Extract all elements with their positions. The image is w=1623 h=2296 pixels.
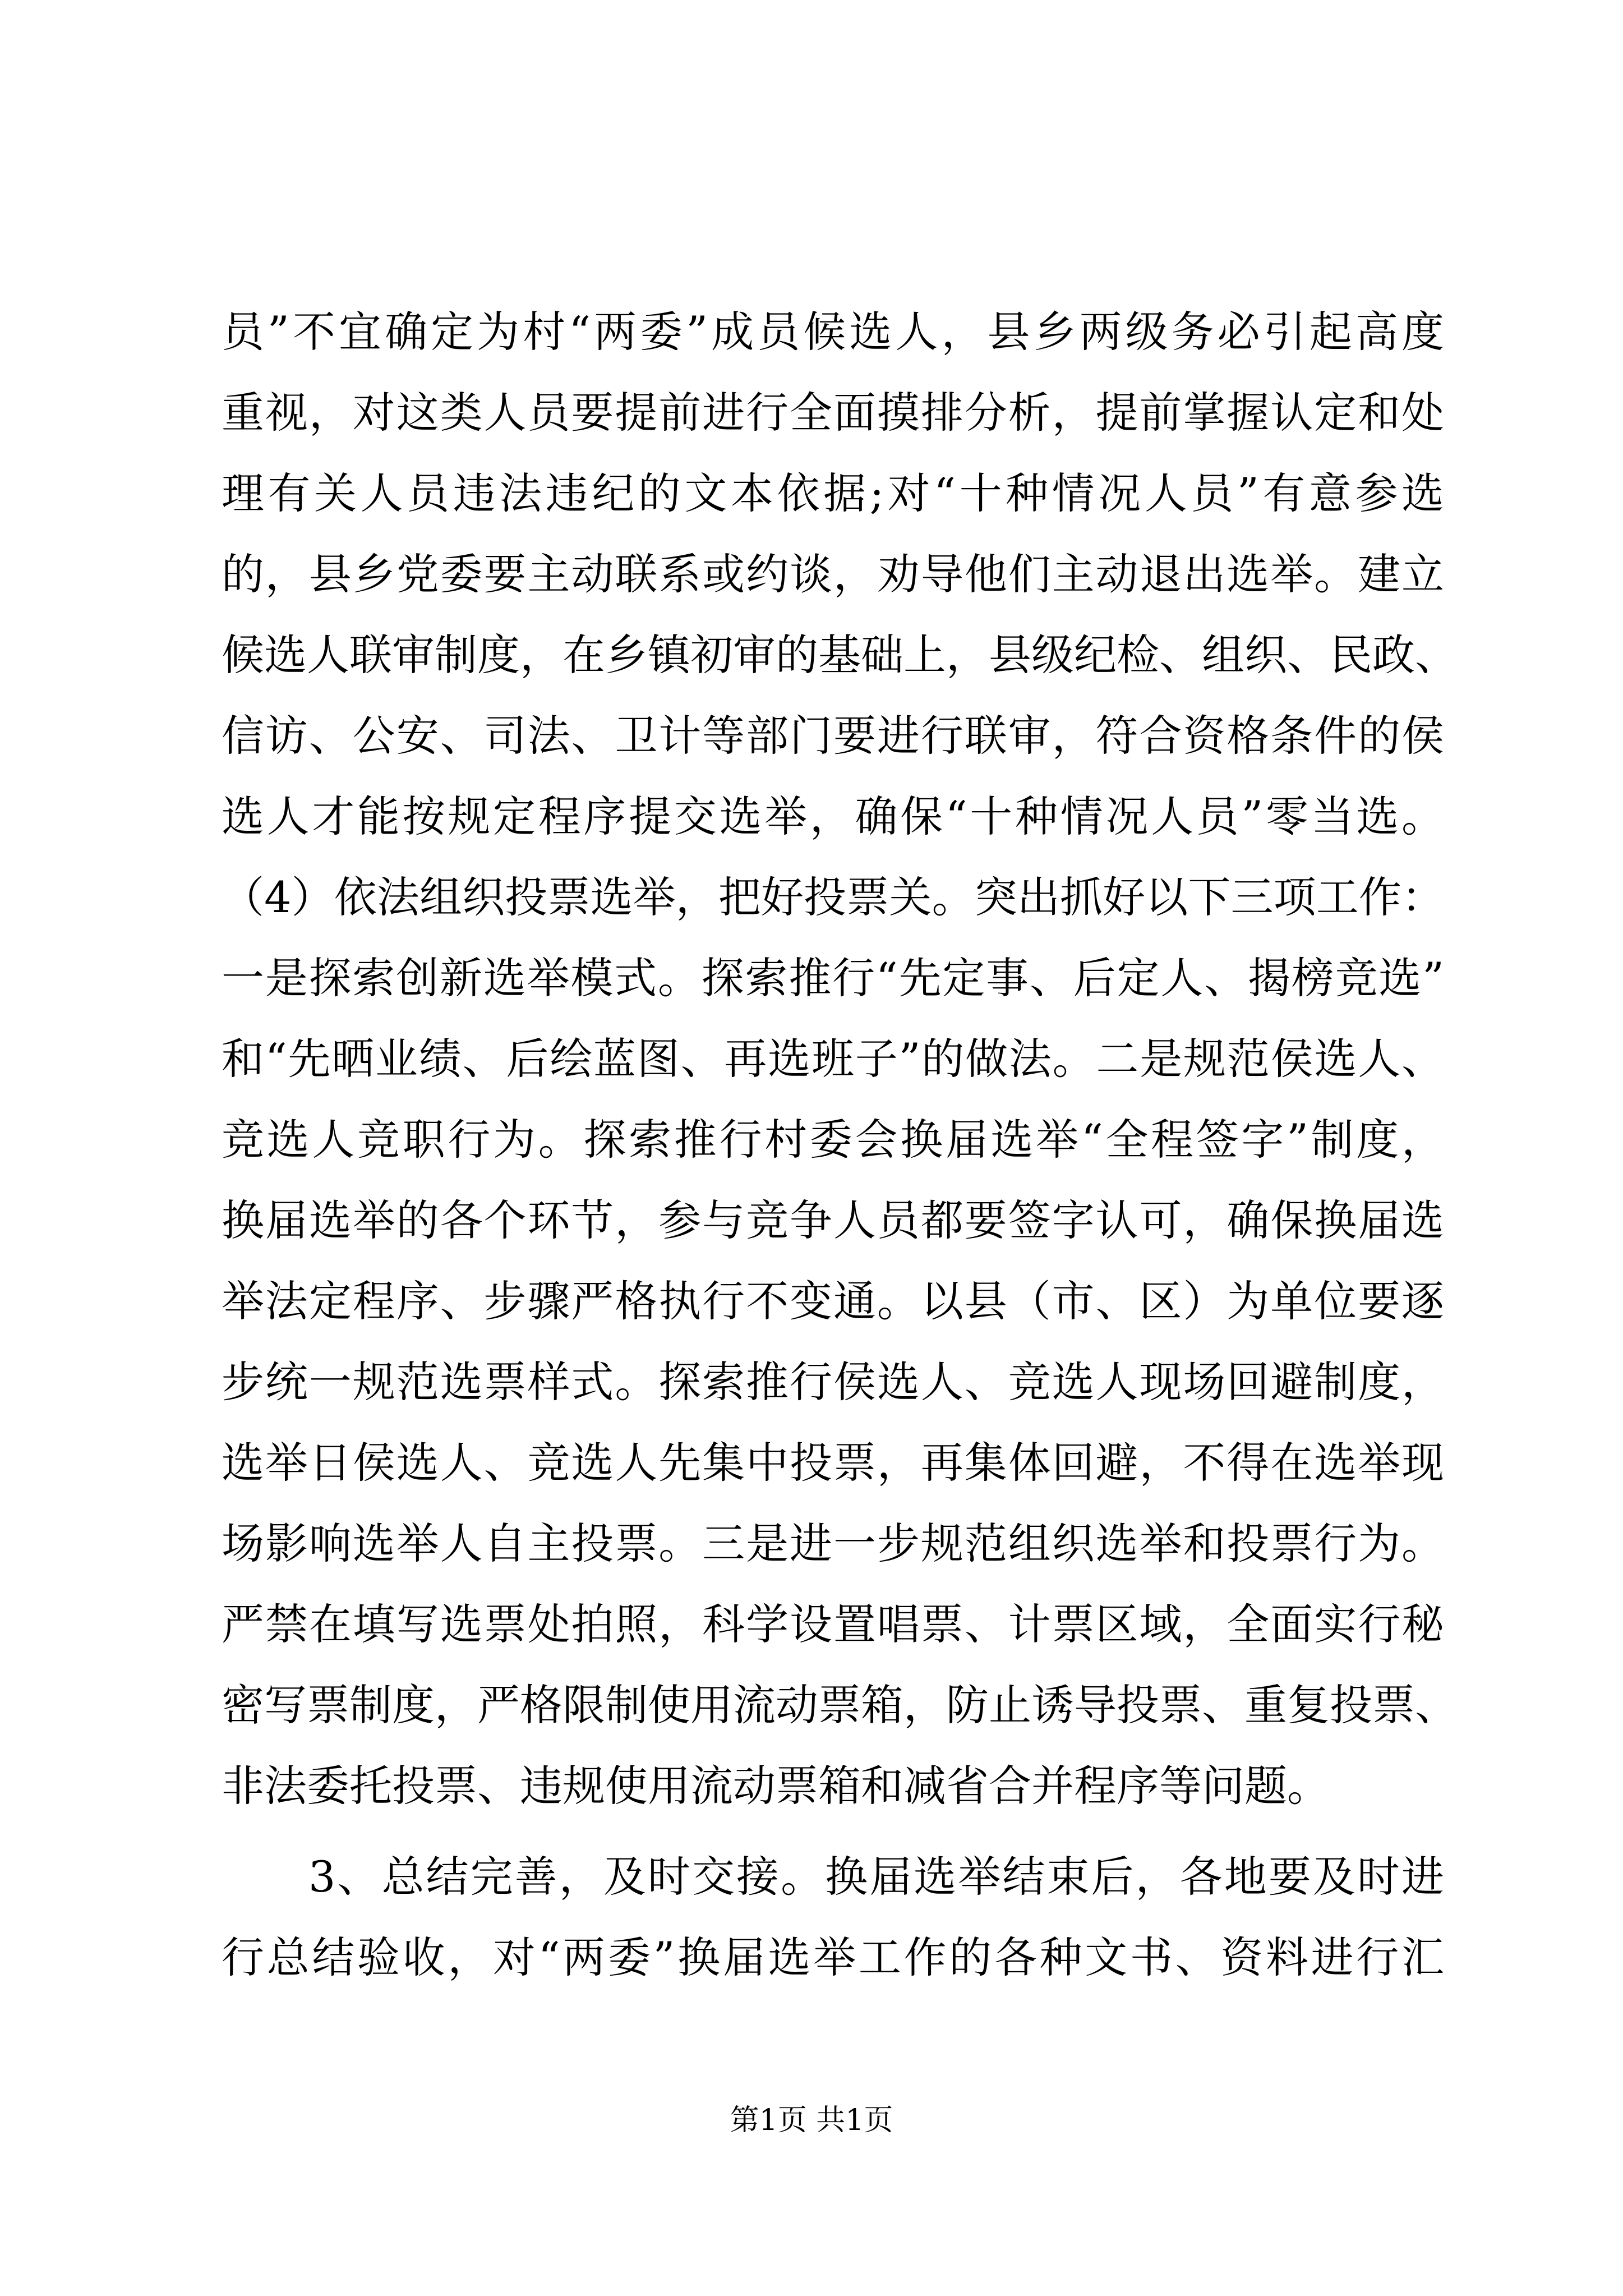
text-line: 竞选人竞职行为。探索推行村委会换届选举“全程签字”制度，: [222, 1115, 1444, 1165]
text-line: 选人才能按规定程序提交选举，确保“十种情况人员”零当选。: [222, 792, 1444, 841]
text-line: 的，县乡党委要主动联系或约谈，劝导他们主动退出选举。建立: [222, 549, 1444, 599]
text-line: 场影响选举人自主投票。三是进一步规范组织选举和投票行为。: [222, 1519, 1444, 1568]
text-line: 步统一规范选票样式。探索推行侯选人、竞选人现场回避制度，: [222, 1357, 1444, 1407]
text-line: 选举日侯选人、竞选人先集中投票，再集体回避，不得在选举现: [222, 1438, 1444, 1488]
text-line: 换届选举的各个环节，参与竞争人员都要签字认可，确保换届选: [222, 1195, 1444, 1245]
text-line: 员”不宜确定为村“两委”成员候选人，县乡两级务必引起高度: [222, 307, 1444, 357]
text-line: 和“先晒业绩、后绘蓝图、再选班子”的做法。二是规范侯选人、: [222, 1034, 1444, 1084]
text-line: 举法定程序、步骤严格执行不变通。以县（市、区）为单位要逐: [222, 1276, 1444, 1326]
paragraph-start-line: 3、总结完善，及时交接。换届选举结束后，各地要及时进: [308, 1852, 1444, 1902]
document-body: [222, 292, 1458, 1998]
text-line: 密写票制度，严格限制使用流动票箱，防止诱导投票、重复投票、: [222, 1680, 1458, 1730]
text-line: 非法委托投票、违规使用流动票箱和减省合并程序等问题。: [222, 1761, 1330, 1811]
text-line: 候选人联审制度，在乡镇初审的基础上，县级纪检、组织、民政、: [222, 630, 1458, 680]
text-line: 信访、公安、司法、卫计等部门要进行联审，符合资格条件的侯: [222, 711, 1444, 761]
page-footer: 第1页 共1页: [730, 2104, 893, 2137]
text-line: 理有关人员违法违纪的文本依据;对“十种情况人员”有意参选: [222, 468, 1444, 518]
text-line: 一是探索创新选举模式。探索推行“先定事、后定人、揭榜竞选”: [222, 953, 1444, 1003]
text-line: 严禁在填写选票处拍照，科学设置唱票、计票区域，全面实行秘: [222, 1599, 1444, 1649]
text-line: 重视，对这类人员要提前进行全面摸排分析，提前掌握认定和处: [222, 388, 1444, 438]
text-line: （4）依法组织投票选举，把好投票关。突出抓好以下三项工作：: [222, 872, 1444, 922]
text-line: 行总结验收，对“两委”换届选举工作的各种文书、资料进行汇: [222, 1932, 1444, 1982]
